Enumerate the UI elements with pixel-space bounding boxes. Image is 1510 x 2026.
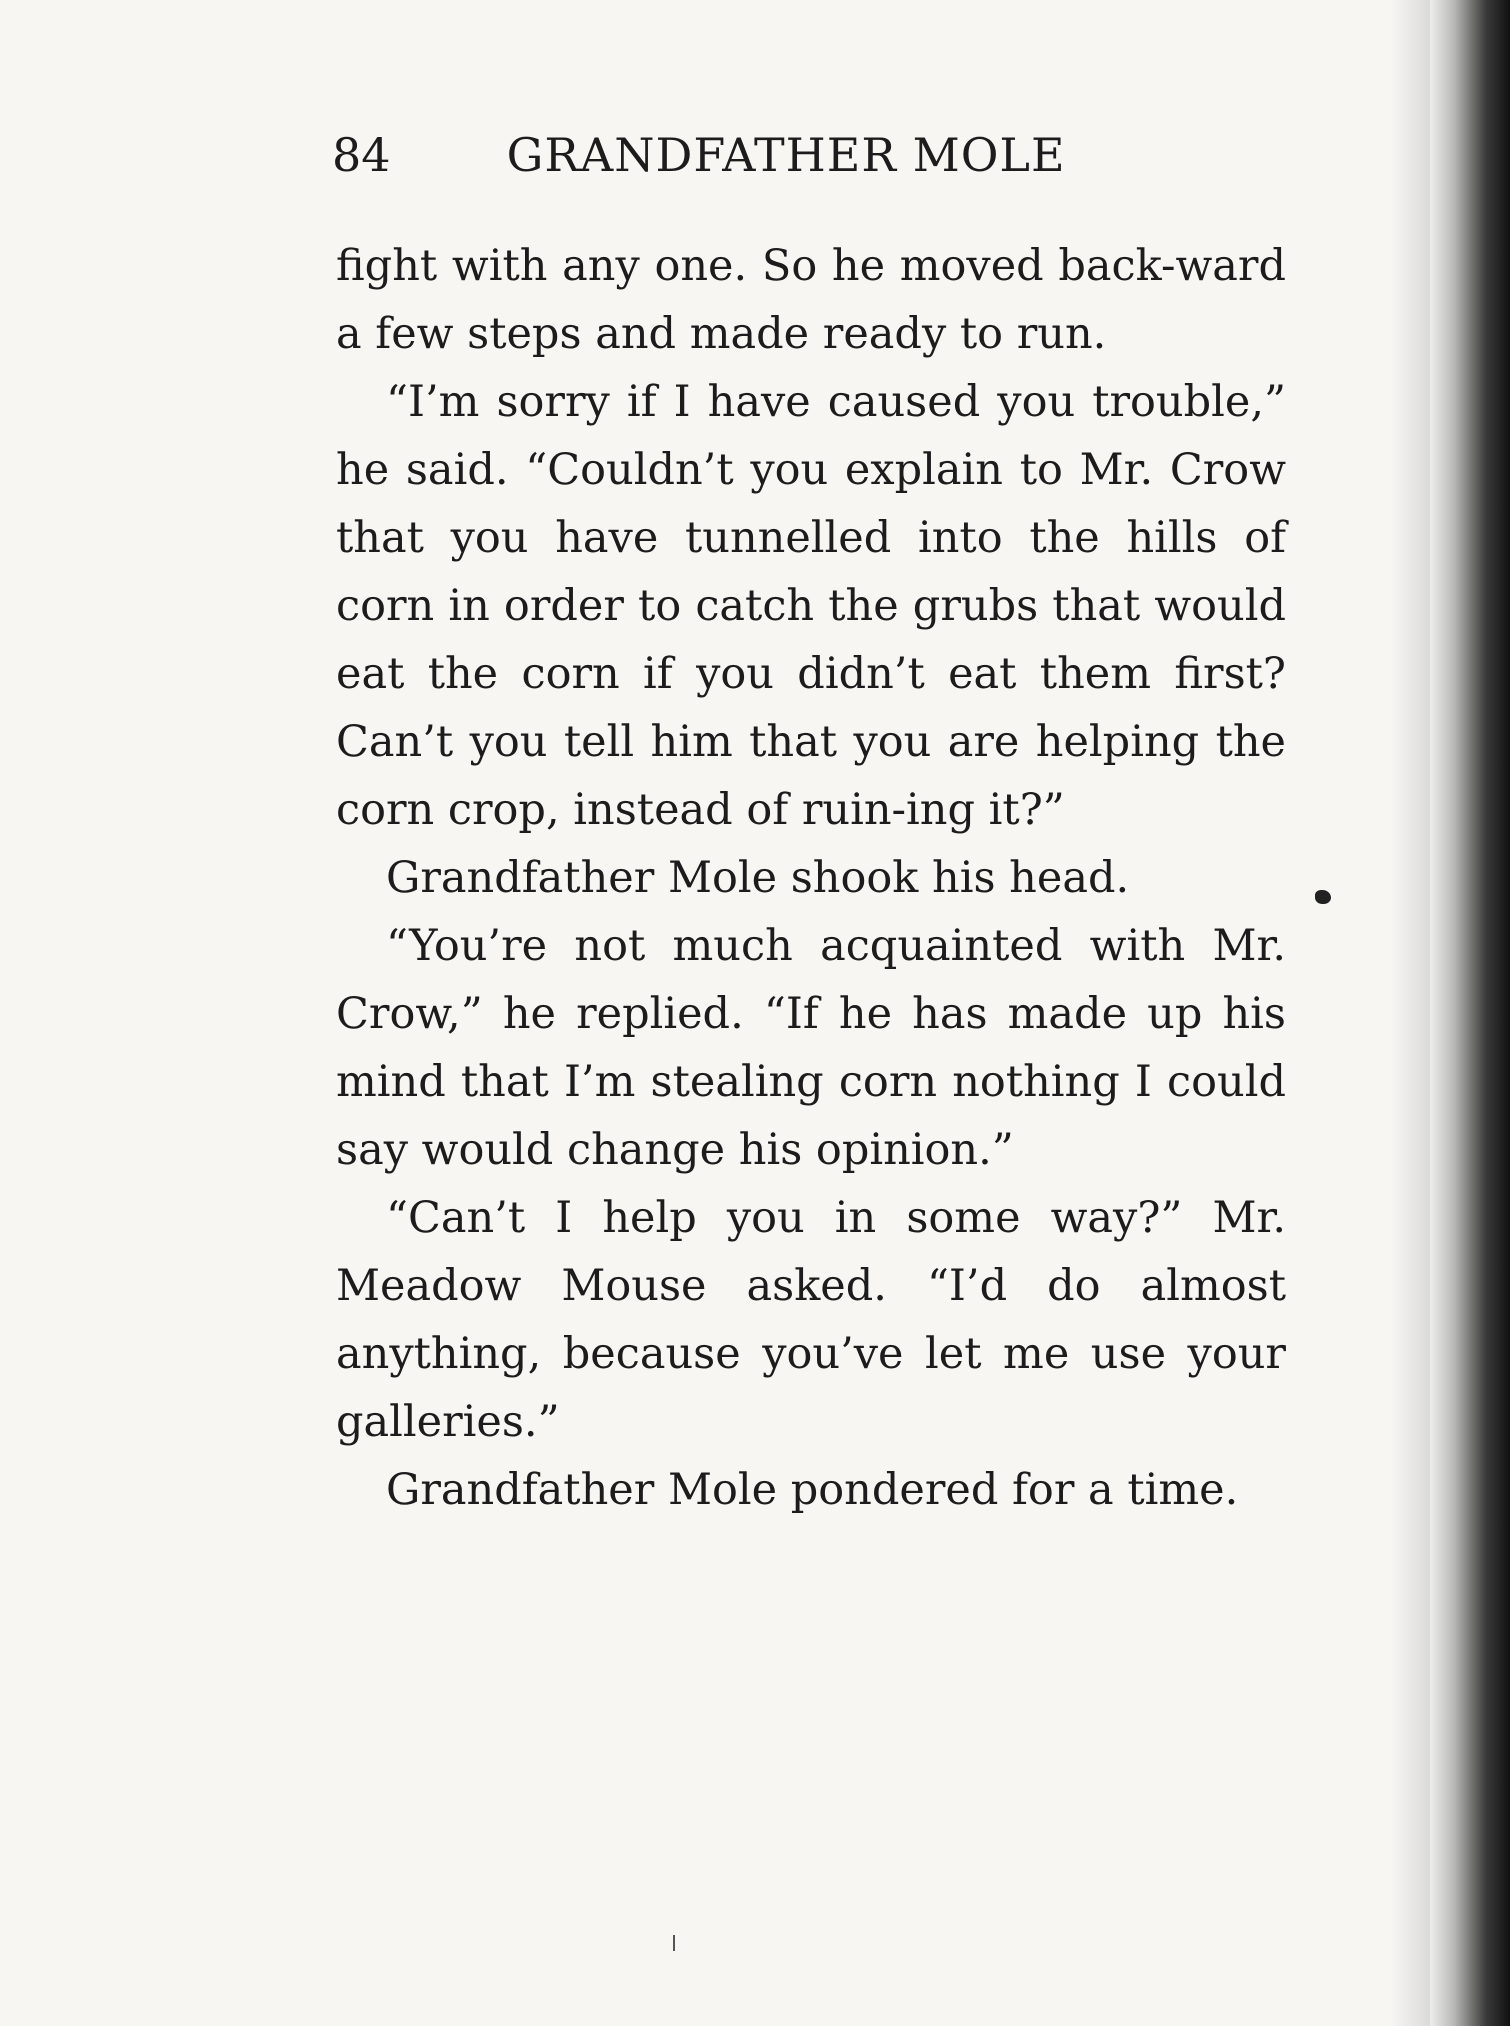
running-title: GRANDFATHER MOLE: [506, 128, 1066, 182]
page-header: [332, 128, 1292, 182]
ink-speck: [1315, 890, 1331, 904]
body-text: [336, 232, 1286, 1524]
page-curve-shadow: [1390, 0, 1430, 2026]
book-spine-shadow: [1430, 0, 1510, 2026]
paragraph: “You’re not much acquainted with Mr. Crow,” he replied. “If he has made up his mind that I’m stealing corn nothing I could say would change his opinion.”: [336, 921, 1286, 1175]
scan-mark: [673, 1935, 675, 1951]
paragraph: “I’m sorry if I have caused you trouble,” he said. “Couldn’t you explain to Mr. Crow that you have tunnelled into the hills of corn in order to catch the grubs that would eat the corn if you didn’t eat them first? Can’t you tell him that you are helping the corn crop, instead of ruin-ing it?”: [336, 377, 1286, 835]
paragraph: Grandfather Mole pondered for a time.: [386, 1465, 1239, 1515]
page-number: 84: [332, 128, 391, 182]
paragraph: “Can’t I help you in some way?” Mr. Meadow Mouse asked. “I’d do almost anything, because you’ve let me use your galleries.”: [336, 1193, 1286, 1447]
paragraph: fight with any one. So he moved back-ward a few steps and made ready to run.: [336, 241, 1286, 359]
paragraph: Grandfather Mole shook his head.: [386, 853, 1130, 903]
